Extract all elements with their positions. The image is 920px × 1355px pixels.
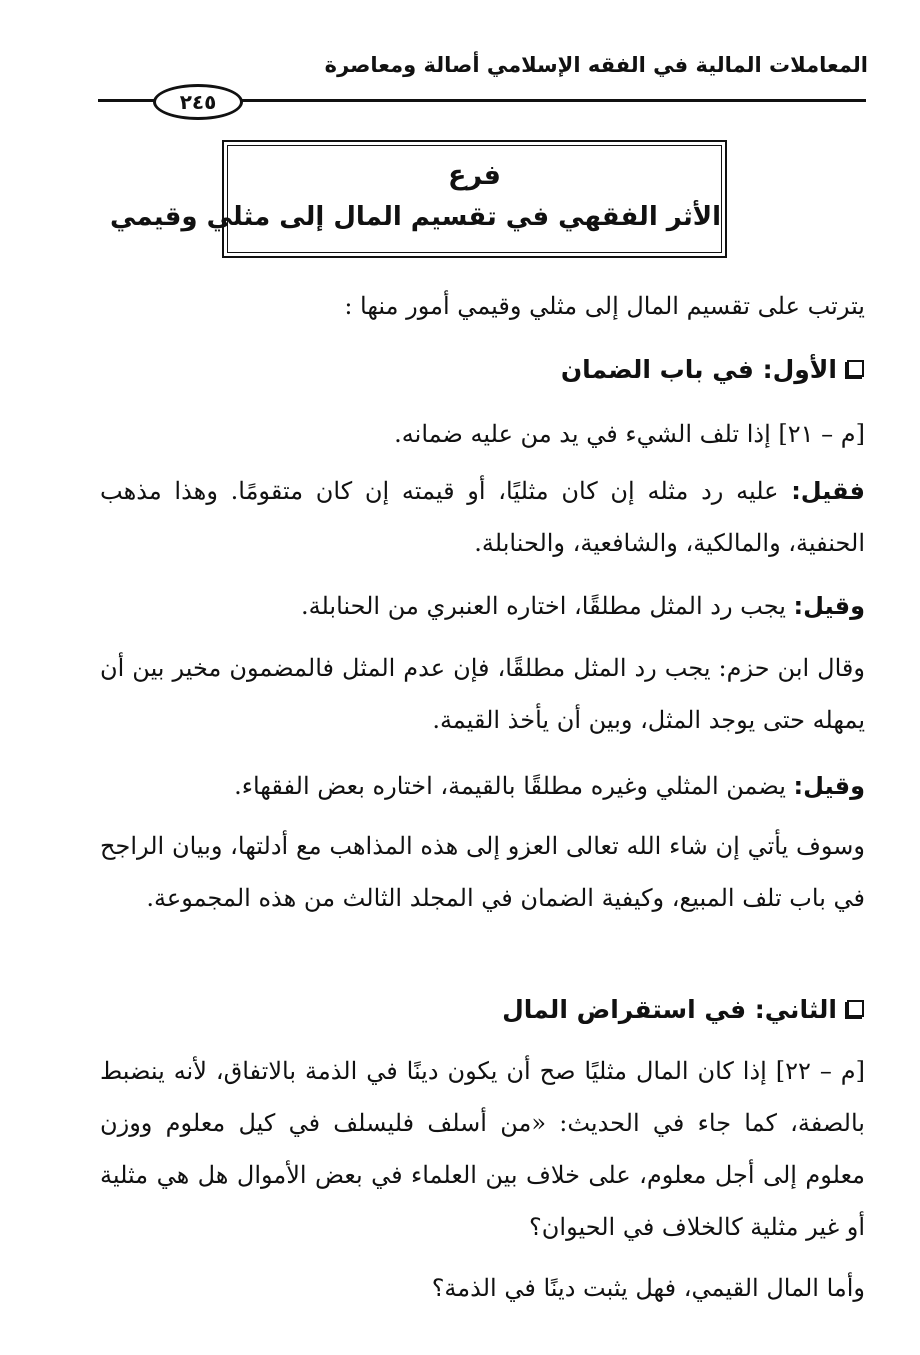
- opinion-2-text: يجب رد المثل مطلقًا، اختاره العنبري من الحنابلة.: [300, 592, 786, 620]
- future-reference-paragraph: وسوف يأتي إن شاء الله تعالى العزو إلى هذه المذاهب مع أدلتها، وبيان الراجح في باب تلف المبيع، وكيفية الضمان في المجلد الثالث من هذه المجموعة.: [100, 832, 865, 912]
- opinion-4-lead: وقيل:: [793, 772, 865, 800]
- rule-22-paragraph: [م – ٢٢] إذا كان المال مثليًا صح أن يكون دينًا في الذمة بالاتفاق، لأنه ينضبط بالصفة، كما جاء في الحديث: «من أسلف فليسلف في كيل معلوم ووزن معلوم إلى أجل معلوم، على خلاف بين العلماء في بعض الأموال هل هي مثلية أو غير مثلية كالخلاف في الحيوان؟: [100, 1057, 866, 1241]
- checkbox-bullet-icon: [847, 360, 864, 377]
- opinion-1-lead: فقيل:: [791, 477, 866, 505]
- opinion-2-paragraph: [100, 580, 865, 632]
- opinion-2-lead: وقيل:: [793, 592, 865, 620]
- opinion-4-paragraph: [100, 760, 865, 812]
- section-title-box: [110, 140, 727, 258]
- opinion-1-paragraph: [100, 465, 865, 569]
- section-title-inner: [110, 145, 722, 253]
- ibn-hazm-paragraph: وقال ابن حزم: يجب رد المثل مطلقًا، فإن عدم المثل فالمضمون مخير بين أن يمهله حتى يوجد المثل، وبين أن يأخذ القيمة.: [100, 654, 865, 734]
- section1-heading-text: الأول: في باب الضمان: [560, 355, 837, 384]
- opinion-4-text: يضمن المثلي وغيره مطلقًا بالقيمة، اختاره بعض الفقهاء.: [234, 772, 786, 800]
- intro-paragraph: يترتب على تقسيم المال إلى مثلي وقيمي أمور منها :: [344, 292, 865, 320]
- section2-heading-text: الثاني: في استقراض المال: [502, 995, 837, 1024]
- qimi-question-paragraph: وأما المال القيمي، فهل يثبت دينًا في الذمة؟: [431, 1274, 865, 1302]
- running-header: المعاملات المالية في الفقه الإسلامي أصالة ومعاصرة: [324, 53, 868, 77]
- page-number: ٢٤٥: [153, 84, 243, 120]
- title-subheading: فرع: [448, 160, 501, 191]
- title-main: الأثر الفقهي في تقسيم المال إلى مثلي وقيمي: [110, 202, 721, 232]
- section1-heading: [99, 350, 864, 390]
- rule-21-paragraph: [م – ٢١] إذا تلف الشيء في يد من عليه ضمانه.: [394, 420, 865, 448]
- opinion-1-text: عليه رد مثله إن كان مثليًا، أو قيمته إن كان متقومًا. وهذا مذهب الحنفية، والمالكية، والشافعية، والحنابلة.: [100, 477, 865, 557]
- section2-heading: [99, 990, 864, 1030]
- checkbox-bullet-icon: [847, 1000, 864, 1017]
